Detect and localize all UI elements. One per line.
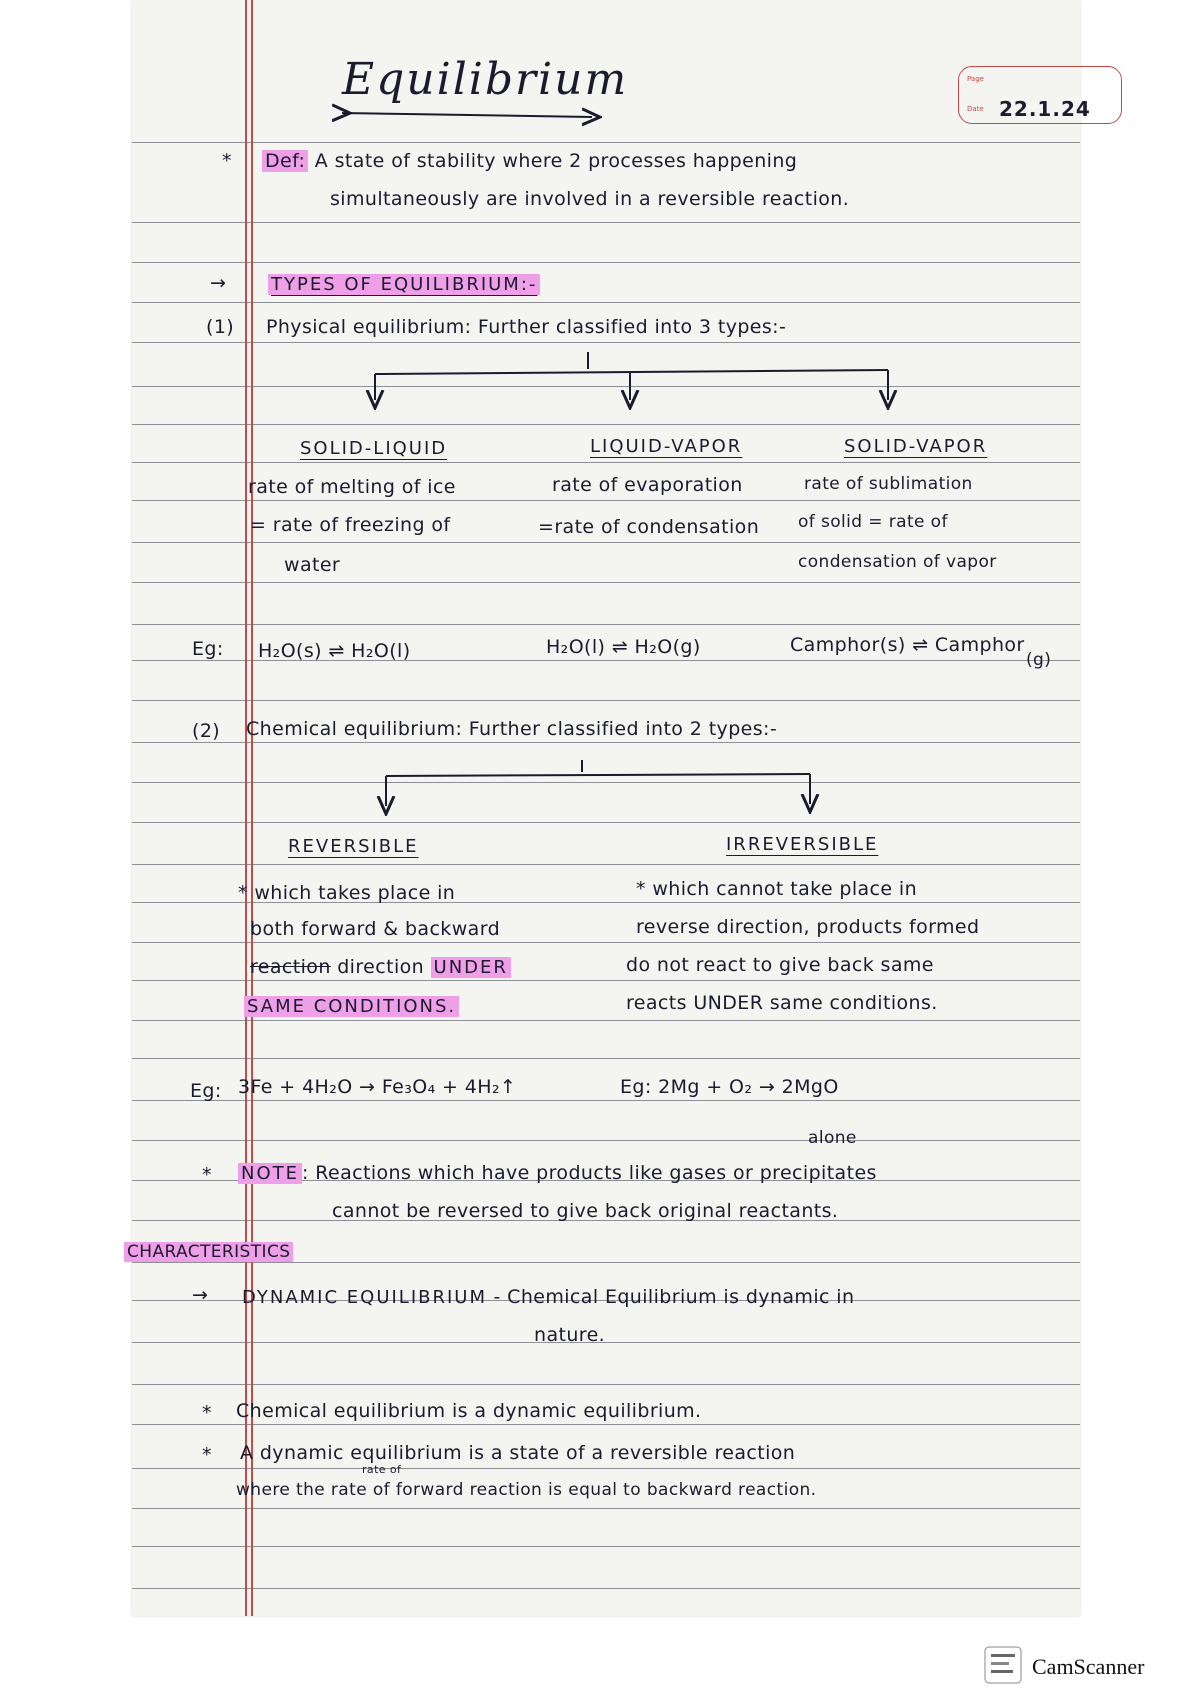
- dynamic-line-1: DYNAMIC EQUILIBRIUM - Chemical Equilibrium is dynamic in: [242, 1286, 855, 1308]
- note-line-2: cannot be reversed to give back original reactants.: [332, 1200, 839, 1222]
- solid-vapor-line-3: condensation of vapor: [798, 552, 997, 572]
- solid-vapor-heading: SOLID-VAPOR: [844, 436, 988, 457]
- chemical-eg-label: Eg:: [190, 1080, 222, 1102]
- camscanner-brand: CamScanner: [1032, 1654, 1145, 1679]
- solid-liquid-line-1: rate of melting of ice: [248, 476, 456, 498]
- physical-eg-1: H₂O(s) ⇌ H₂O(l): [258, 640, 411, 662]
- date-label: Date: [967, 105, 984, 113]
- dynamic-arrow: →: [192, 1284, 209, 1306]
- irreversible-heading: IRREVERSIBLE: [726, 834, 879, 855]
- chemical-eg-reversible: 3Fe + 4H₂O → Fe₃O₄ + 4H₂↑: [238, 1076, 517, 1098]
- camscanner-logo-icon: [984, 1646, 1022, 1684]
- irreversible-line-3: do not react to give back same: [626, 954, 934, 976]
- def-text-1: A state of stability where 2 processes happening: [314, 150, 798, 172]
- point-1-text: Chemical equilibrium is a dynamic equilibrium.: [236, 1400, 702, 1422]
- characteristics-heading: CHARACTERISTICS: [124, 1244, 293, 1261]
- point-1-bullet: *: [202, 1402, 212, 1424]
- physical-eg-3-state: (g): [1026, 650, 1052, 670]
- types-arrow: →: [210, 272, 227, 294]
- irreversible-line-2: reverse direction, products formed: [636, 916, 980, 938]
- irreversible-line-4: reacts UNDER same conditions.: [626, 992, 938, 1014]
- irreversible-line-1: * which cannot take place in: [636, 878, 918, 900]
- note-bullet: *: [202, 1164, 212, 1186]
- note-insert-alone: alone: [808, 1128, 857, 1148]
- diagram-lines: [132, 0, 1080, 1616]
- chemical-text: Chemical equilibrium: Further classified into 2 types:-: [246, 718, 778, 740]
- physical-eg-label: Eg:: [192, 638, 224, 660]
- liquid-vapor-heading: LIQUID-VAPOR: [590, 436, 743, 457]
- solid-liquid-line-3: water: [284, 554, 341, 576]
- camscanner-watermark: [984, 1646, 1194, 1690]
- point-2-insert: rate of: [362, 1463, 402, 1476]
- solid-vapor-line-2: of solid = rate of: [798, 512, 948, 532]
- def-bullet: *: [222, 150, 232, 172]
- page-title: Equilibrium: [342, 54, 629, 105]
- solid-liquid-heading: SOLID-LIQUID: [300, 438, 448, 459]
- reversible-heading: REVERSIBLE: [288, 836, 419, 857]
- physical-eg-2: H₂O(l) ⇌ H₂O(g): [546, 636, 701, 658]
- solid-liquid-line-2: = rate of freezing of: [250, 514, 451, 536]
- date-value: 22.1.24: [999, 97, 1091, 121]
- chemical-number: (2): [192, 720, 221, 742]
- date-box: [958, 66, 1122, 124]
- point-2-line-2: where the rate of forward reaction is equal to backward reaction.: [236, 1480, 817, 1500]
- physical-number: (1): [206, 316, 235, 338]
- solid-vapor-line-1: rate of sublimation: [804, 474, 973, 494]
- chemical-eg-irreversible: Eg: 2Mg + O₂ → 2MgO: [620, 1076, 839, 1098]
- note-label: NOTE: [238, 1163, 302, 1184]
- types-heading: TYPES OF EQUILIBRIUM:-: [268, 276, 540, 294]
- def-line-1: [262, 152, 797, 171]
- liquid-vapor-line-2: =rate of condensation: [538, 516, 760, 538]
- note-line-1: NOTE : Reactions which have products like gases or precipitates: [238, 1164, 877, 1183]
- reversible-line-3: reaction direction UNDER: [250, 958, 511, 977]
- def-label: Def:: [262, 150, 308, 172]
- reversible-line-2: both forward & backward: [250, 918, 501, 940]
- physical-eg-3: Camphor(s) ⇌ Camphor: [790, 634, 1025, 656]
- page-label: Page: [967, 75, 984, 83]
- reversible-line-1: * which takes place in: [238, 882, 456, 904]
- notebook-page: [127, 0, 1091, 1616]
- point-2-bullet: *: [202, 1444, 212, 1466]
- dynamic-line-2: nature.: [534, 1324, 606, 1346]
- reversible-line-4: SAME CONDITIONS.: [244, 998, 459, 1016]
- point-2-line-1: A dynamic equilibrium is a state of a reversible reaction: [240, 1442, 796, 1464]
- def-line-2: simultaneously are involved in a reversible reaction.: [330, 188, 850, 210]
- physical-text: Physical equilibrium: Further classified into 3 types:-: [266, 316, 787, 338]
- liquid-vapor-line-1: rate of evaporation: [552, 474, 743, 496]
